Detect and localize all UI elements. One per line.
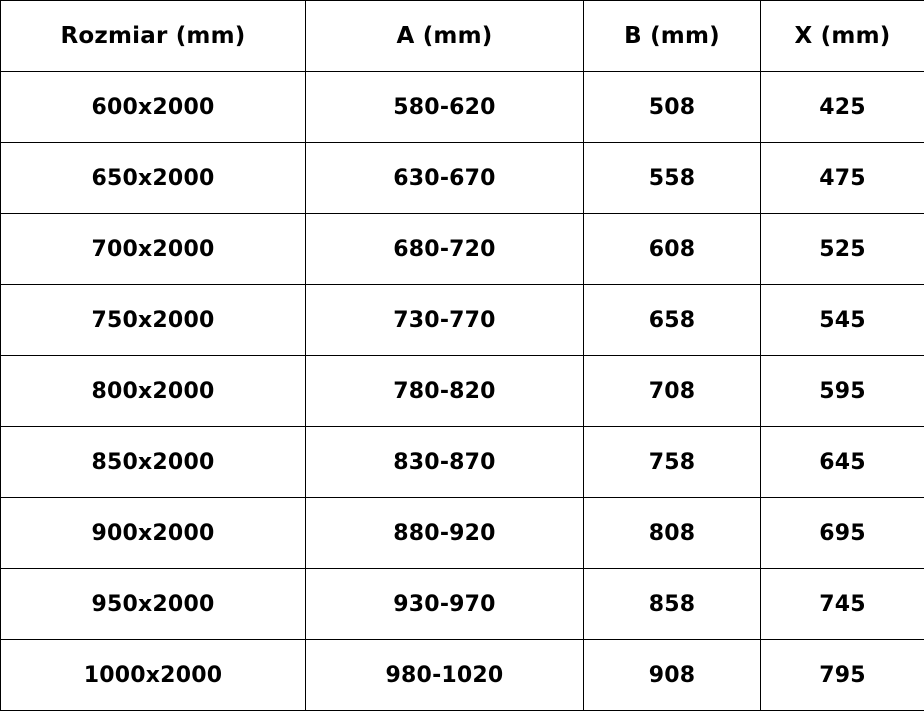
cell-x: 795 [761, 640, 924, 711]
cell-x: 745 [761, 569, 924, 640]
table-header [1, 1, 924, 72]
cell-a: 880-920 [306, 498, 584, 569]
column-header-a: A (mm) [306, 1, 584, 72]
cell-a: 980-1020 [306, 640, 584, 711]
cell-a: 680-720 [306, 214, 584, 285]
cell-a: 630-670 [306, 143, 584, 214]
cell-a: 580-620 [306, 72, 584, 143]
cell-b: 708 [584, 356, 761, 427]
table-row [1, 569, 924, 640]
cell-x: 595 [761, 356, 924, 427]
cell-a: 930-970 [306, 569, 584, 640]
cell-b: 908 [584, 640, 761, 711]
cell-rozmiar: 700x2000 [1, 214, 306, 285]
cell-x: 425 [761, 72, 924, 143]
cell-x: 475 [761, 143, 924, 214]
cell-rozmiar: 900x2000 [1, 498, 306, 569]
cell-x: 545 [761, 285, 924, 356]
cell-x: 525 [761, 214, 924, 285]
cell-x: 695 [761, 498, 924, 569]
column-header-b: B (mm) [584, 1, 761, 72]
cell-rozmiar: 800x2000 [1, 356, 306, 427]
cell-b: 808 [584, 498, 761, 569]
cell-rozmiar: 650x2000 [1, 143, 306, 214]
cell-b: 558 [584, 143, 761, 214]
cell-rozmiar: 750x2000 [1, 285, 306, 356]
table-row [1, 285, 924, 356]
cell-a: 780-820 [306, 356, 584, 427]
table-row [1, 214, 924, 285]
table-row [1, 640, 924, 711]
cell-rozmiar: 850x2000 [1, 427, 306, 498]
column-header-x: X (mm) [761, 1, 924, 72]
table-header-row [1, 1, 924, 72]
column-header-rozmiar: Rozmiar (mm) [1, 1, 306, 72]
cell-b: 658 [584, 285, 761, 356]
cell-rozmiar: 950x2000 [1, 569, 306, 640]
cell-rozmiar: 1000x2000 [1, 640, 306, 711]
cell-b: 608 [584, 214, 761, 285]
cell-b: 858 [584, 569, 761, 640]
table-row [1, 427, 924, 498]
table-row [1, 356, 924, 427]
cell-b: 508 [584, 72, 761, 143]
table-body [1, 72, 924, 711]
cell-x: 645 [761, 427, 924, 498]
table-row [1, 72, 924, 143]
table-row [1, 498, 924, 569]
cell-a: 730-770 [306, 285, 584, 356]
cell-a: 830-870 [306, 427, 584, 498]
cell-rozmiar: 600x2000 [1, 72, 306, 143]
table-row [1, 143, 924, 214]
cell-b: 758 [584, 427, 761, 498]
